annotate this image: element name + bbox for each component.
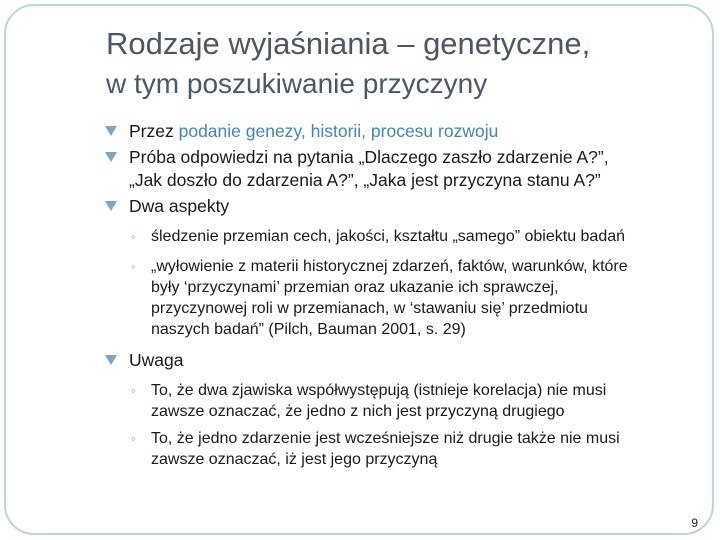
sub-bullet-uwaga: [129, 428, 714, 470]
bullet-text: Uwaga: [129, 350, 184, 370]
sub-bullet-mark-icon: ◦: [131, 431, 136, 446]
sub-bullet-mark-icon: ◦: [131, 259, 136, 274]
sub-bullet-aspect: [129, 256, 714, 340]
page-number: 9: [691, 516, 698, 530]
sub-bullet-line: przyczynowej roli w przemianach, w ‘stawaniu się’ przedmiotu: [151, 300, 588, 317]
bullet-questions: [104, 146, 714, 192]
slide-content: [104, 120, 714, 470]
bullet-mark-icon: [104, 200, 118, 212]
bullet-accent-text: podanie genezy, historii, procesu rozwoju: [178, 121, 499, 141]
bullet-uwaga: [104, 349, 714, 372]
bullet-mark-icon: [104, 354, 118, 366]
sub-bullet-line: naszych badań” (Pilch, Bauman 2001, s. 29): [151, 321, 466, 338]
sub-bullet-uwaga: [129, 380, 714, 422]
title-line-2: w tym poszukiwanie przyczyny: [106, 68, 488, 99]
bullet-two-aspects: [104, 195, 714, 218]
sub-bullet-line: zawsze oznaczać, iż jest jego przyczyną: [151, 451, 438, 468]
sub-bullet-line: zawsze oznaczać, że jedno z nich jest przyczyną drugiego: [151, 403, 565, 420]
sub-bullet-mark-icon: ◦: [131, 383, 136, 398]
bullet-text-line: Próba odpowiedzi na pytania „Dlaczego zaszło zdarzenie A?”,: [129, 147, 609, 167]
sub-bullet-line: „wyłowienie z materii historycznej zdarzeń, faktów, warunków, które: [151, 258, 628, 275]
title-line-1: Rodzaje wyjaśniania – genetyczne,: [106, 26, 591, 61]
bullet-mark-icon: [104, 125, 118, 137]
bullet-mark-icon: [104, 151, 118, 163]
sub-bullet-line: To, że jedno zdarzenie jest wcześniejsze niż drugie także nie musi: [151, 430, 620, 447]
bullet-text: Dwa aspekty: [129, 196, 230, 216]
bullet-text: Przez: [129, 121, 179, 141]
sub-bullet-line: To, że dwa zjawiska współwystępują (istnieje korelacja) nie musi: [151, 382, 607, 399]
bullet-text-line: „Jak doszło do zdarzenia A?”, „Jaka jest przyczyna stanu A?”: [129, 170, 601, 190]
sub-bullet-mark-icon: ◦: [131, 229, 136, 244]
sub-bullet-line: śledzenie przemian cech, jakości, kształtu „samego” obiektu badań: [151, 228, 626, 245]
bullet-genesis: [104, 120, 714, 143]
sub-bullet-aspect: [129, 226, 714, 247]
slide-title: [106, 22, 706, 104]
sub-bullet-line: były ‘przyczynami’ przemian oraz ukazanie ich sprawczej,: [151, 279, 559, 296]
